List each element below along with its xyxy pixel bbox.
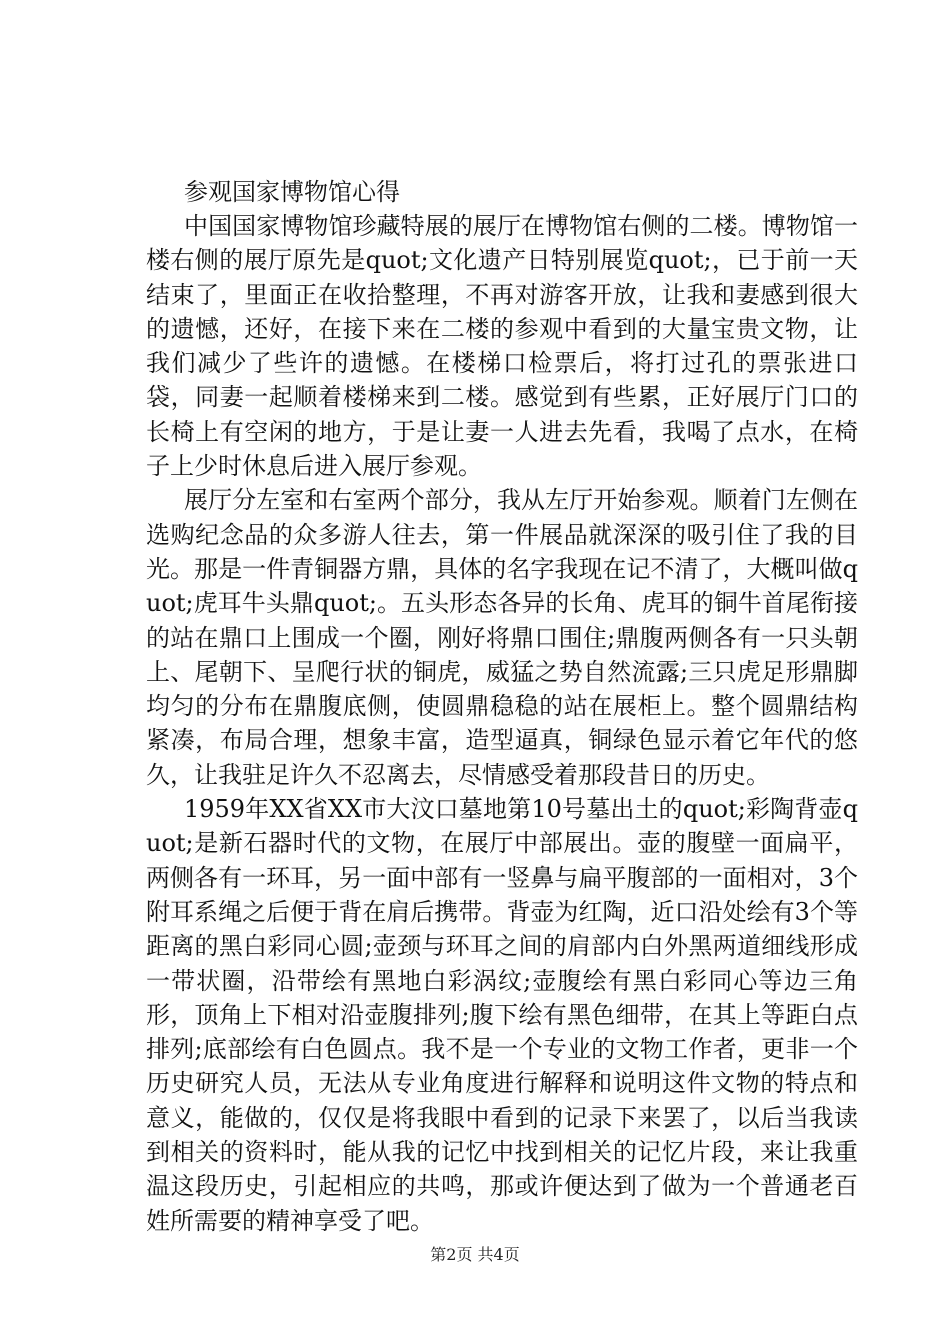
- page-number-footer: 第2页 共4页: [430, 1245, 520, 1264]
- document-title: 参观国家博物馆心得: [184, 178, 400, 206]
- document-body: [146, 175, 858, 1238]
- paragraph-painted-pottery-pot: 1959年XX省XX市大汶口墓地第10号墓出土的quot;彩陶背壶quot;是新石器时代的文物，在展厅中部展出。壶的腹壁一面扁平，两侧各有一环耳，另一面中部有一竖鼻与扁平腹部的一面相对，3个附耳系绳之后便于背在肩后携带。背壶为红陶，近口沿处绘有3个等距离的黑白彩同心圆;壶颈与环耳之间的肩部内白外黑两道细线形成一带状圈，沿带绘有黑地白彩涡纹;壶腹绘有黑白彩同心等边三角形，顶角上下相对沿壶腹排列;腹下绘有黑色细带，在其上等距白点排列;底部绘有白色圆点。我不是一个专业的文物工作者，更非一个历史研究人员，无法从专业角度进行解释和说明这件文物的特点和意义，能做的，仅仅是将我眼中看到的记录下来罢了，以后当我读到相关的资料时，能从我的记忆中找到相关的记忆片段，来让我重温这段历史，引起相应的共鸣，那或许便达到了做为一个普通老百姓所需要的精神享受了吧。: [146, 795, 858, 1235]
- paragraph-bronze-ding: 展厅分左室和右室两个部分，我从左厅开始参观。顺着门左侧在选购纪念品的众多游人往去，第一件展品就深深的吸引住了我的目光。那是一件青铜器方鼎，具体的名字我现在记不清了，大概叫做quot;虎耳牛头鼎quot;。五头形态各异的长角、虎耳的铜牛首尾衔接的站在鼎口上围成一个圈，刚好将鼎口围住;鼎腹两侧各有一只头朝上、尾朝下、呈爬行状的铜虎，威猛之势自然流露;三只虎足形鼎脚均匀的分布在鼎腹底侧，使圆鼎稳稳的站在展柜上。整个圆鼎结构紧凑，布局合理，想象丰富，造型逼真，铜绿色显示着它年代的悠久，让我驻足许久不忍离去，尽情感受着那段昔日的历史。: [146, 486, 858, 789]
- paragraph-ticket-and-entry: 中国国家博物馆珍藏特展的展厅在博物馆右侧的二楼。博物馆一楼右侧的展厅原先是quot;文化遗产日特别展览quot;，已于前一天结束了，里面正在收拾整理，不再对游客开放，让我和妻感到很大的遗憾，还好，在接下来在二楼的参观中看到的大量宝贵文物，让我们减少了些许的遗憾。在楼梯口检票后，将打过孔的票张进口袋，同妻一起顺着楼梯来到二楼。感觉到有些累，正好展厅门口的长椅上有空闲的地方，于是让妻一人进去先看，我喝了点水，在椅子上少时休息后进入展厅参观。: [146, 212, 858, 481]
